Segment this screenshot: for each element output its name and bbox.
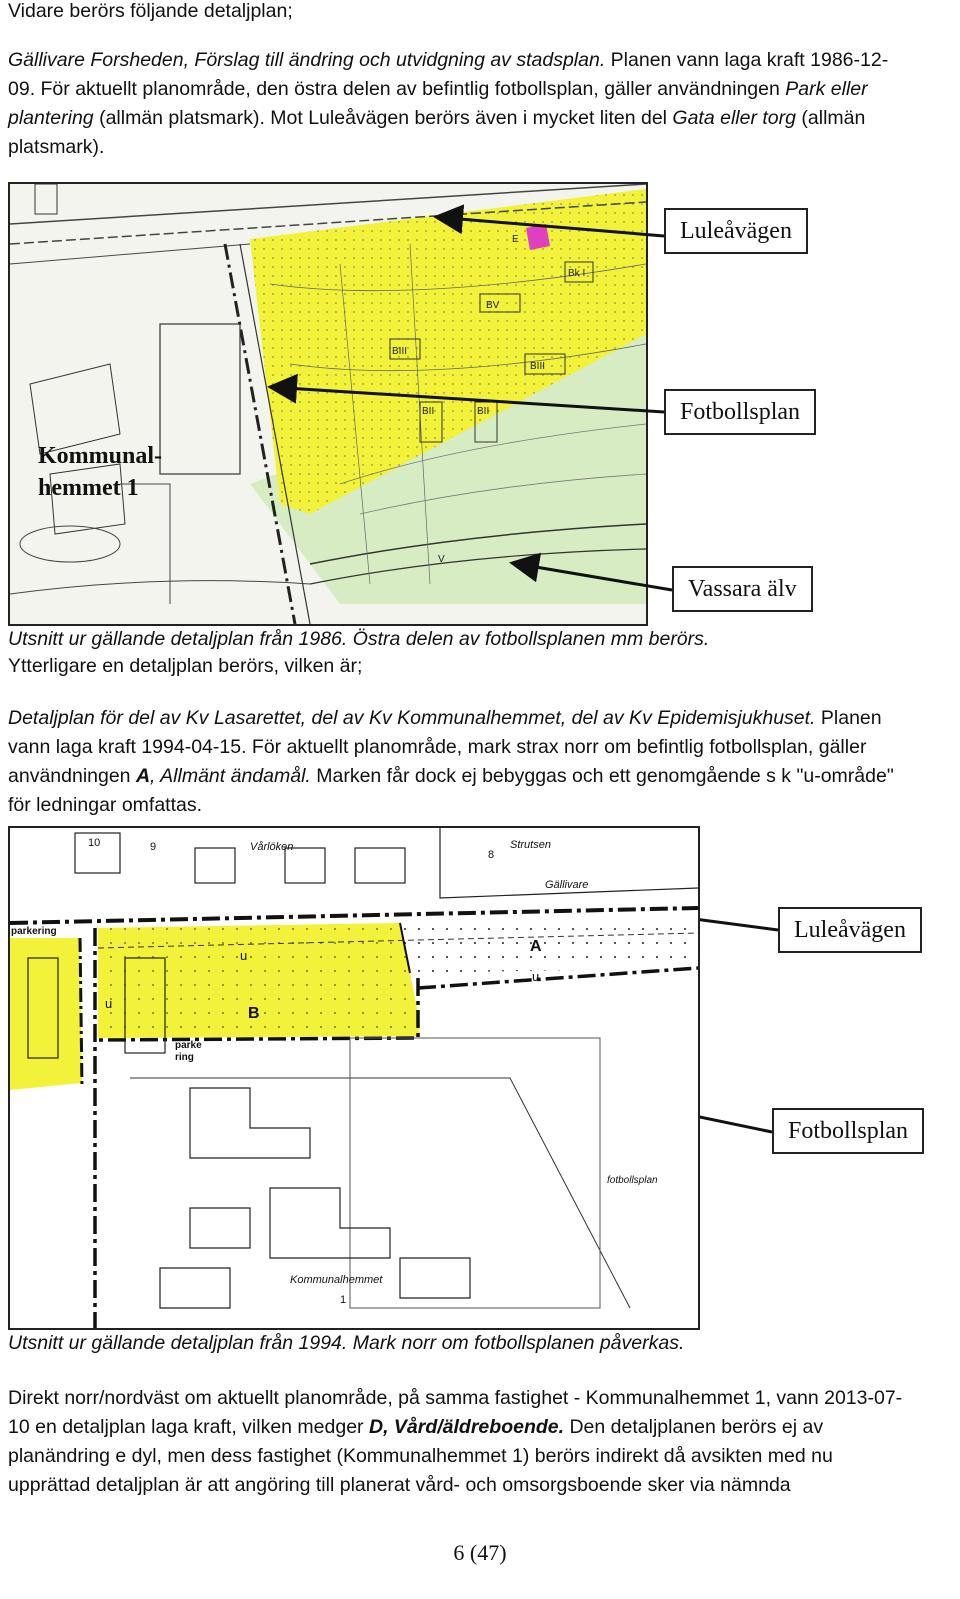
plan1-title: Gällivare Forsheden, Förslag till ändring och utvidgning av stadsplan. bbox=[8, 49, 606, 71]
label-n1: 1 bbox=[340, 1294, 347, 1306]
arrow-vassara bbox=[512, 563, 672, 590]
page-number: 6 (47) bbox=[453, 1540, 507, 1565]
plan2-title: Detaljplan för del av Kv Lasarettet, del av Kv Kommunalhemmet, del av Kv Epidemisjukhuset. bbox=[8, 707, 816, 729]
label-parkering: parkering bbox=[11, 926, 57, 937]
caption-map-1994: Utsnitt ur gällande detaljplan från 1994. Mark norr om fotbollsplanen påverkas. bbox=[8, 1332, 685, 1354]
kommunal-line-1: Kommunal- bbox=[38, 443, 163, 469]
intro-text: Vidare berörs följande detaljplan; bbox=[8, 0, 293, 22]
kommunal-line-2: hemmet 1 bbox=[38, 475, 139, 501]
dots-a-area bbox=[400, 916, 698, 973]
map-1994-drawing bbox=[10, 828, 698, 1328]
label-b2b: BII bbox=[477, 406, 490, 417]
yellow-left-area bbox=[10, 938, 82, 1090]
label-b: B bbox=[248, 1005, 260, 1022]
label-varloken: Vårlöken bbox=[250, 841, 294, 853]
callout-fotbollsplan-2: Fotbollsplan bbox=[772, 1108, 924, 1154]
label-parke: parke bbox=[175, 1040, 202, 1051]
plan2-text-1: Planen vann laga kraft 1994-04-15. För aktuellt planområde, mark strax norr om befintlig fotbollsplan, gäller användningen bbox=[8, 707, 882, 787]
plan1-use-park: Park eller plantering bbox=[8, 78, 868, 129]
label-e: E bbox=[512, 234, 519, 245]
arrow-luleavagen-1 bbox=[436, 217, 664, 236]
label-fotbollsplan-map: fotbollsplan bbox=[607, 1175, 658, 1186]
closing-text-2: Den detaljplanen berörs ej av planändring e dyl, men dess fastighet (Kommunalhemmet 1) berörs indirekt då avsikten med nu upprättad detaljplan är att angöring till planerat vård- och omsorgsboende sker via nämnda bbox=[8, 1416, 833, 1496]
label-ring: ring bbox=[175, 1052, 194, 1063]
callout-luleavagen-1: Luleåvägen bbox=[664, 208, 808, 254]
label-u3: u bbox=[105, 996, 113, 1011]
label-kommunalhemmet: Kommunalhemmet bbox=[290, 1274, 383, 1286]
label-n8: 8 bbox=[488, 849, 495, 861]
plan1-text-2: (allmän platsmark). Mot Luleåvägen berörs även i mycket liten del bbox=[93, 107, 673, 129]
label-n10: 10 bbox=[88, 837, 101, 849]
plan1-text-3: (allmän platsmark). bbox=[8, 107, 866, 158]
closing-use-d: D, Vård/äldreboende. bbox=[368, 1416, 565, 1438]
mid-text: Ytterligare en detaljplan berörs, vilken är; bbox=[8, 655, 363, 677]
closing-text-1: Direkt norr/nordväst om aktuellt planområde, på samma fastighet - Kommunalhemmet 1, vann 2013-07-10 en detaljplan laga kraft, vilken medger bbox=[8, 1387, 903, 1438]
label-u1: u bbox=[240, 948, 248, 963]
label-gallivare: Gällivare bbox=[545, 879, 589, 891]
plan1-use-gata: Gata eller torg bbox=[672, 107, 796, 129]
label-b2a: BII bbox=[422, 406, 435, 417]
callout-fotbollsplan-1: Fotbollsplan bbox=[664, 389, 816, 435]
label-u2: u bbox=[532, 969, 540, 984]
callout-luleavagen-2: Luleåvägen bbox=[778, 907, 922, 953]
callout-vassara-alv: Vassara älv bbox=[672, 566, 813, 612]
plan1-text-1: Planen vann laga kraft 1986-12-09. För aktuellt planområde, den östra delen av befintlig fotbollsplan, gäller användningen bbox=[8, 49, 889, 100]
plan2-use-rest: , Allmänt ändamål. bbox=[150, 765, 311, 787]
plan2-use-a: A bbox=[135, 765, 151, 787]
label-bk: Bk I bbox=[568, 268, 586, 279]
label-a: A bbox=[530, 938, 542, 955]
arrow-fotbollsplan-1 bbox=[270, 387, 664, 412]
label-by: BV bbox=[486, 300, 500, 311]
label-b3b: BIII bbox=[530, 361, 546, 372]
closing-paragraph bbox=[8, 1384, 908, 1500]
caption-map-1986: Utsnitt ur gällande detaljplan från 1986. Östra delen av fotbollsplanen mm berörs. bbox=[8, 628, 710, 650]
plan2-text-2: Marken får dock ej bebyggas och ett genomgående s k "u-område" för ledningar omfattas. bbox=[8, 765, 894, 816]
label-n9: 9 bbox=[150, 841, 157, 853]
label-v: V bbox=[438, 554, 445, 565]
map-1994 bbox=[8, 826, 700, 1330]
plan2-paragraph bbox=[8, 704, 908, 820]
label-strutsen: Strutsen bbox=[510, 839, 551, 851]
label-b3a: BIII bbox=[392, 346, 408, 357]
